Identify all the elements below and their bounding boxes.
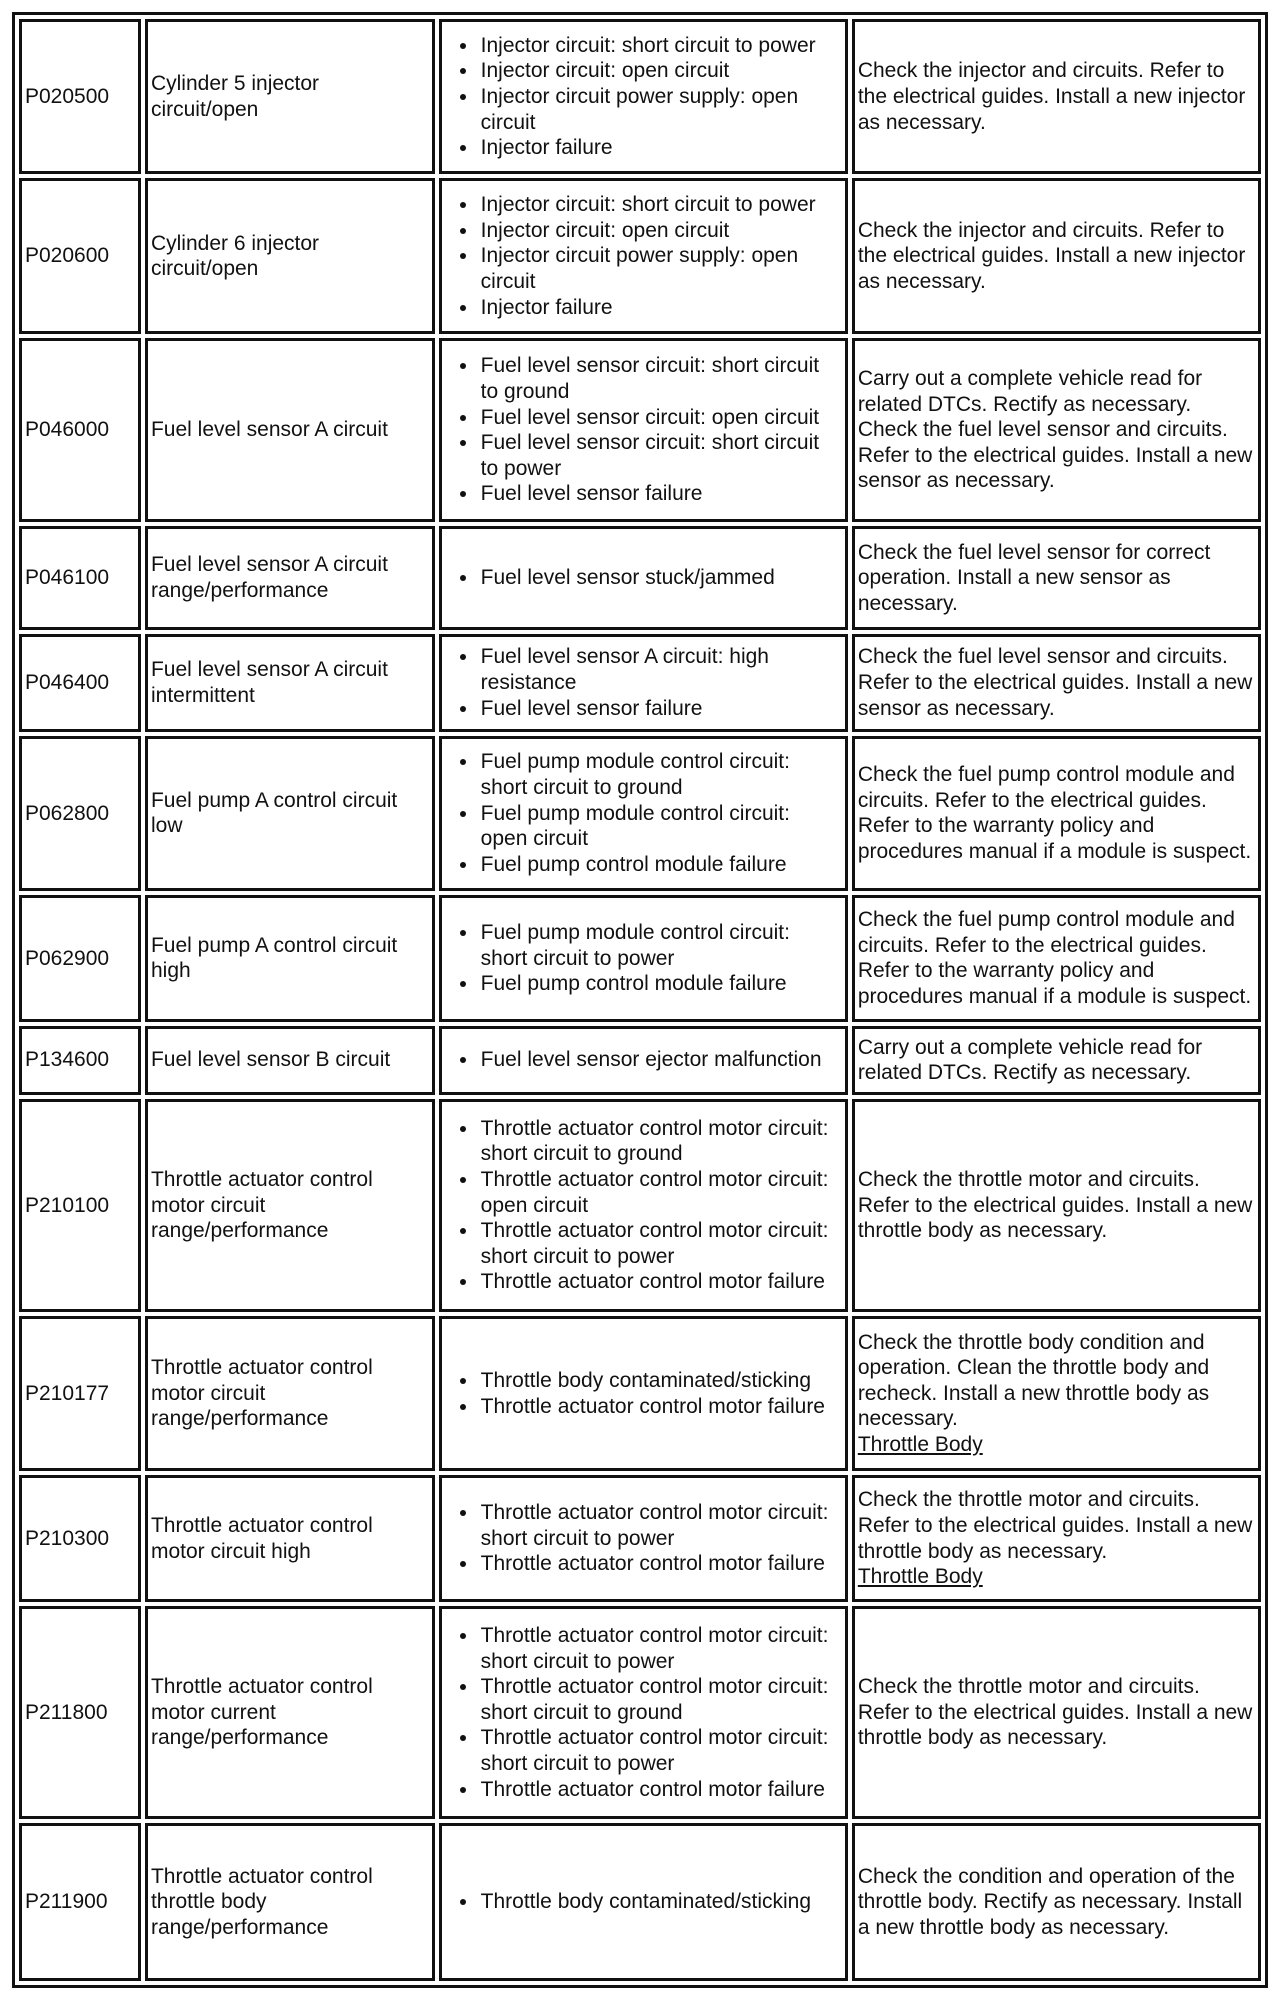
- cause-list: [445, 920, 842, 997]
- dtc-code: P211900: [25, 1890, 108, 1914]
- dtc-description: Fuel level sensor A circuit intermittent: [150, 658, 388, 707]
- dtc-code-cell: [19, 1475, 141, 1602]
- dtc-action: Check the throttle motor and circuits. Refer to the electrical guides. Install a new throttle body as necessary.: [857, 1675, 1253, 1750]
- dtc-row: [19, 338, 1261, 522]
- dtc-code-cell: [19, 1606, 141, 1819]
- dtc-description-cell: [145, 1823, 435, 1981]
- cause-list-item: • Throttle actuator control motor failure: [479, 1777, 842, 1803]
- cause-list-item: • Fuel pump module control circuit: short circuit to power: [479, 920, 842, 971]
- dtc-action-cell: [852, 1823, 1261, 1981]
- dtc-description: Fuel level sensor B circuit: [150, 1048, 391, 1072]
- cause-list: [445, 644, 842, 721]
- cause-list: [445, 1500, 842, 1577]
- dtc-action: Check the throttle motor and circuits. Refer to the electrical guides. Install a new throttle body as necessary.: [857, 1167, 1253, 1243]
- dtc-row: [19, 634, 1261, 732]
- dtc-causes-cell: [439, 736, 848, 891]
- cause-list-item: • Fuel pump module control circuit: open circuit: [479, 801, 842, 852]
- cause-list-item: • Injector circuit: open circuit: [479, 58, 842, 84]
- dtc-description-cell: [145, 1316, 435, 1471]
- cause-list-item: • Injector circuit power supply: open circuit: [479, 243, 842, 294]
- dtc-action-cell: [852, 526, 1261, 630]
- cause-list-item: • Throttle actuator control motor circuit: short circuit to power: [479, 1725, 842, 1776]
- cause-list-item: • Fuel level sensor ejector malfunction: [479, 1047, 842, 1073]
- dtc-causes-cell: [439, 1823, 848, 1981]
- cause-list: [445, 565, 842, 591]
- dtc-causes-cell: [439, 1099, 848, 1312]
- cause-list-item: • Fuel pump module control circuit: short circuit to ground: [479, 749, 842, 800]
- dtc-action: Check the fuel level sensor for correct operation. Install a new sensor as necessary.: [857, 540, 1211, 615]
- dtc-action: Check the fuel pump control module and circuits. Refer to the electrical guides. Refer to the warranty policy and procedures manual if a module is suspect.: [857, 908, 1252, 1009]
- dtc-code: P062900: [25, 946, 110, 970]
- dtc-description-cell: [145, 19, 435, 174]
- dtc-table-body: [19, 19, 1261, 1981]
- dtc-action: Check the condition and operation of the throttle body. Rectify as necessary. Install a new throttle body as necessary.: [857, 1864, 1243, 1939]
- dtc-action: Carry out a complete vehicle read for related DTCs. Rectify as necessary. Check the fuel level sensor and circuits. Refer to the electrical guides. Install a new sensor as necessary.: [857, 367, 1253, 493]
- cause-list-item: • Injector circuit: short circuit to power: [479, 33, 842, 59]
- dtc-description-cell: [145, 1026, 435, 1095]
- dtc-description: Throttle actuator control throttle body range/performance: [150, 1864, 373, 1939]
- dtc-description: Throttle actuator control motor circuit high: [150, 1514, 373, 1563]
- dtc-code-cell: [19, 1099, 141, 1312]
- dtc-code-cell: [19, 19, 141, 174]
- dtc-code: P046100: [25, 566, 110, 590]
- dtc-action-cell: [852, 895, 1261, 1022]
- dtc-action-cell: [852, 19, 1261, 174]
- dtc-action-cell: [852, 736, 1261, 891]
- dtc-action: Check the injector and circuits. Refer to the electrical guides. Install a new injector as necessary.: [857, 59, 1246, 134]
- cause-list-item: • Fuel level sensor stuck/jammed: [479, 565, 842, 591]
- dtc-causes-cell: [439, 526, 848, 630]
- cause-list-item: • Throttle body contaminated/sticking: [479, 1889, 842, 1915]
- dtc-description: Cylinder 5 injector circuit/open: [150, 72, 320, 121]
- dtc-description-cell: [145, 526, 435, 630]
- cause-list-item: • Fuel level sensor A circuit: high resistance: [479, 644, 842, 695]
- dtc-code: P062800: [25, 801, 110, 825]
- dtc-code: P211800: [25, 1700, 108, 1724]
- dtc-code-cell: [19, 338, 141, 522]
- cause-list-item: • Injector circuit: open circuit: [479, 218, 842, 244]
- dtc-row: [19, 1026, 1261, 1095]
- cause-list: [445, 353, 842, 507]
- dtc-action-cell: [852, 338, 1261, 522]
- dtc-action-cell: [852, 1475, 1261, 1602]
- cause-list-item: • Throttle actuator control motor circuit: short circuit to power: [479, 1623, 842, 1674]
- dtc-description: Fuel level sensor A circuit range/performance: [150, 553, 388, 603]
- dtc-code-cell: [19, 1026, 141, 1095]
- dtc-causes-cell: [439, 895, 848, 1022]
- dtc-action-cell: [852, 1606, 1261, 1819]
- dtc-description: Throttle actuator control motor circuit range/performance: [150, 1167, 373, 1243]
- dtc-table: [12, 12, 1268, 1988]
- cause-list: [445, 1047, 842, 1073]
- dtc-action: Check the fuel level sensor and circuits. Refer to the electrical guides. Install a new sensor as necessary.: [857, 645, 1253, 720]
- dtc-code-cell: [19, 178, 141, 333]
- cause-list-item: • Fuel pump control module failure: [479, 852, 842, 878]
- cause-list-item: • Throttle actuator control motor failure: [479, 1551, 842, 1577]
- throttle-body-link[interactable]: Throttle Body: [857, 1433, 983, 1457]
- dtc-row: [19, 1475, 1261, 1602]
- cause-list-item: • Injector circuit: short circuit to power: [479, 192, 842, 218]
- dtc-code-cell: [19, 1823, 141, 1981]
- cause-list: [445, 1368, 842, 1419]
- cause-list-item: • Throttle actuator control motor circuit: short circuit to ground: [479, 1116, 842, 1167]
- dtc-causes-cell: [439, 1316, 848, 1471]
- dtc-description-cell: [145, 1475, 435, 1602]
- cause-list-item: • Throttle actuator control motor circuit: short circuit to ground: [479, 1674, 842, 1725]
- dtc-description-cell: [145, 1099, 435, 1312]
- dtc-description: Throttle actuator control motor current range/performance: [150, 1675, 373, 1750]
- dtc-row: [19, 736, 1261, 891]
- dtc-description: Throttle actuator control motor circuit range/performance: [150, 1356, 373, 1431]
- dtc-code: P210100: [25, 1193, 110, 1217]
- dtc-action-cell: [852, 1099, 1261, 1312]
- dtc-causes-cell: [439, 1475, 848, 1602]
- dtc-code: P020500: [25, 84, 110, 108]
- dtc-description-cell: [145, 178, 435, 333]
- dtc-causes-cell: [439, 634, 848, 732]
- dtc-description-cell: [145, 895, 435, 1022]
- dtc-causes-cell: [439, 1606, 848, 1819]
- dtc-action-cell: [852, 1316, 1261, 1471]
- dtc-description-cell: [145, 736, 435, 891]
- dtc-action: Check the fuel pump control module and circuits. Refer to the electrical guides. Refer to the warranty policy and procedures manual if a module is suspect.: [857, 763, 1252, 864]
- dtc-code-cell: [19, 1316, 141, 1471]
- cause-list-item: • Fuel level sensor circuit: short circuit to ground: [479, 353, 842, 404]
- dtc-row: [19, 1823, 1261, 1981]
- dtc-action-cell: [852, 178, 1261, 333]
- dtc-row: [19, 1099, 1261, 1312]
- dtc-action: Check the injector and circuits. Refer to the electrical guides. Install a new injector as necessary.: [857, 218, 1246, 293]
- dtc-row: [19, 178, 1261, 333]
- cause-list-item: • Throttle actuator control motor circuit: short circuit to power: [479, 1218, 842, 1269]
- dtc-description-cell: [145, 1606, 435, 1819]
- dtc-code-cell: [19, 895, 141, 1022]
- dtc-code: P046000: [25, 418, 110, 442]
- cause-list-item: • Injector failure: [479, 135, 842, 161]
- cause-list-item: • Throttle actuator control motor circuit: short circuit to power: [479, 1500, 842, 1551]
- dtc-code: P210300: [25, 1526, 110, 1550]
- dtc-causes-cell: [439, 19, 848, 174]
- cause-list-item: • Fuel level sensor failure: [479, 481, 842, 507]
- dtc-description: Fuel level sensor A circuit: [150, 418, 388, 442]
- dtc-code: P210177: [25, 1381, 110, 1405]
- dtc-code: P020600: [25, 244, 110, 268]
- cause-list: [445, 1116, 842, 1295]
- dtc-causes-cell: [439, 338, 848, 522]
- cause-list-item: • Fuel level sensor circuit: open circuit: [479, 405, 842, 431]
- cause-list: [445, 192, 842, 320]
- cause-list-item: • Fuel level sensor failure: [479, 696, 842, 722]
- cause-list-item: • Injector failure: [479, 295, 842, 321]
- dtc-code: P046400: [25, 671, 110, 695]
- cause-list-item: • Fuel level sensor circuit: short circuit to power: [479, 430, 842, 481]
- dtc-action-cell: [852, 634, 1261, 732]
- cause-list-item: • Fuel pump control module failure: [479, 971, 842, 997]
- cause-list-item: • Throttle actuator control motor failure: [479, 1394, 842, 1420]
- dtc-description: Fuel pump A control circuit low: [150, 788, 398, 838]
- cause-list-item: • Throttle actuator control motor failure: [479, 1269, 842, 1295]
- dtc-row: [19, 1316, 1261, 1471]
- dtc-action: Check the throttle body condition and operation. Clean the throttle body and recheck. Install a new throttle body as necessary.: [857, 1330, 1210, 1431]
- cause-list: [445, 1889, 842, 1915]
- dtc-row: [19, 895, 1261, 1022]
- cause-list-item: • Throttle body contaminated/sticking: [479, 1368, 842, 1394]
- dtc-code-cell: [19, 526, 141, 630]
- dtc-row: [19, 1606, 1261, 1819]
- dtc-action-cell: [852, 1026, 1261, 1095]
- dtc-description-cell: [145, 338, 435, 522]
- cause-list: [445, 749, 842, 877]
- dtc-action: Carry out a complete vehicle read for related DTCs. Rectify as necessary.: [857, 1035, 1203, 1085]
- dtc-code-cell: [19, 634, 141, 732]
- dtc-action: Check the throttle motor and circuits. Refer to the electrical guides. Install a new throttle body as necessary.: [857, 1488, 1253, 1563]
- throttle-body-link[interactable]: Throttle Body: [857, 1565, 983, 1589]
- dtc-row: [19, 19, 1261, 174]
- cause-list: [445, 33, 842, 161]
- cause-list-item: • Injector circuit power supply: open circuit: [479, 84, 842, 135]
- dtc-code-cell: [19, 736, 141, 891]
- dtc-description-cell: [145, 634, 435, 732]
- cause-list: [445, 1623, 842, 1802]
- dtc-causes-cell: [439, 178, 848, 333]
- dtc-code: P134600: [25, 1048, 110, 1072]
- dtc-row: [19, 526, 1261, 630]
- dtc-description: Cylinder 6 injector circuit/open: [150, 231, 320, 281]
- cause-list-item: • Throttle actuator control motor circuit: open circuit: [479, 1167, 842, 1218]
- dtc-causes-cell: [439, 1026, 848, 1095]
- dtc-description: Fuel pump A control circuit high: [150, 933, 398, 983]
